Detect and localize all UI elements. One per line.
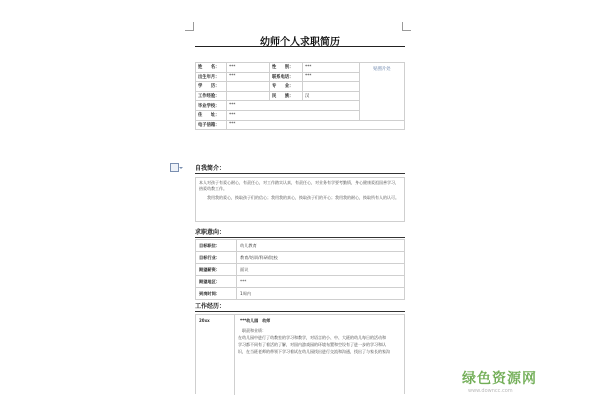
info-label: 毕业学校： <box>196 101 227 111</box>
work-experience-box <box>195 314 405 394</box>
work-line: 职责和业绩： <box>242 328 266 333</box>
section-rule <box>195 237 405 238</box>
info-value: *** <box>227 63 270 73</box>
work-year: 20xx <box>199 318 210 323</box>
info-label: 专 业： <box>270 82 303 92</box>
info-value <box>303 82 360 92</box>
work-line: 识，在当班老师的带领下学习着试在幼儿园找出进行交流和沟通，找出了与家长的家沟 <box>238 349 390 354</box>
section-title-work: 工作经历： <box>195 303 226 310</box>
work-organization: ***幼儿园 幼师 <box>240 318 271 323</box>
info-label: 出生年月： <box>196 72 227 82</box>
info-label: 工作经验： <box>196 91 227 101</box>
section-title-intent: 求职意向： <box>195 229 226 236</box>
info-label: 学 历： <box>196 82 227 92</box>
info-value <box>227 91 270 101</box>
info-value: 汉 <box>303 91 360 101</box>
watermark-url: www.downcc.com <box>468 388 513 394</box>
document-outline-icon[interactable] <box>170 163 179 172</box>
info-value: *** <box>227 72 270 82</box>
section-title-self-intro: 自我简介： <box>195 165 226 172</box>
self-intro-text <box>195 177 405 222</box>
info-label: 性 别： <box>270 63 303 73</box>
info-value: *** <box>227 110 360 120</box>
watermark-logo: 绿色资源网 <box>462 371 537 387</box>
column-divider <box>234 315 235 395</box>
work-description <box>238 327 400 355</box>
work-line: 在幼儿园中进行了幼教室的学习和教学，对语言的小、中、大班的幼儿每日的活动和 <box>238 335 386 340</box>
personal-info-table <box>195 62 405 130</box>
info-label: 联系电话： <box>270 72 303 82</box>
info-label: 姓 名： <box>196 63 227 73</box>
job-intent-table <box>195 239 405 300</box>
info-label: 住 址： <box>196 110 227 120</box>
info-label: 电子信箱： <box>196 120 227 130</box>
table-row: 期望薪资： 面议 <box>196 264 405 276</box>
info-value <box>227 82 270 92</box>
document-title: 幼师个人求职简历 <box>260 37 340 48</box>
section-rule <box>195 311 405 312</box>
page-corner-mark <box>185 22 194 31</box>
page-corner-mark <box>402 22 411 31</box>
info-value: *** <box>303 72 360 82</box>
photo-placeholder: 贴照片处 <box>360 63 405 121</box>
info-label: 民 族： <box>270 91 303 101</box>
table-row: 到岗时间： 1周内 <box>196 288 405 300</box>
self-intro-paragraph: 我用我的爱心，换取孩子们的信心；我用我的真心，换取孩子们的开心；我用我的耐心，换取所有人的认可。 <box>207 194 399 200</box>
table-row: 目标职位： 幼儿教育 <box>196 240 405 252</box>
section-rule <box>195 173 405 174</box>
title-underline <box>195 46 405 47</box>
table-row: 目标行业： 教育/培训/科研/院校 <box>196 252 405 264</box>
table-row: 期望地区： *** <box>196 276 405 288</box>
self-intro-paragraph: 本人对孩子有爱心耐心，有责任心，对工作踏实认真，有责任心，对业务有学要考勤情，身心健康爱祖国善学习，热爱幼教工作。 <box>199 180 399 192</box>
info-value: *** <box>227 101 360 111</box>
work-line: 学习都不同有了着活的了解，对国内游戏园的环境布置和空设有了进一步的学习和认 <box>238 342 386 347</box>
info-value: *** <box>303 63 360 73</box>
info-value: *** <box>227 120 405 130</box>
